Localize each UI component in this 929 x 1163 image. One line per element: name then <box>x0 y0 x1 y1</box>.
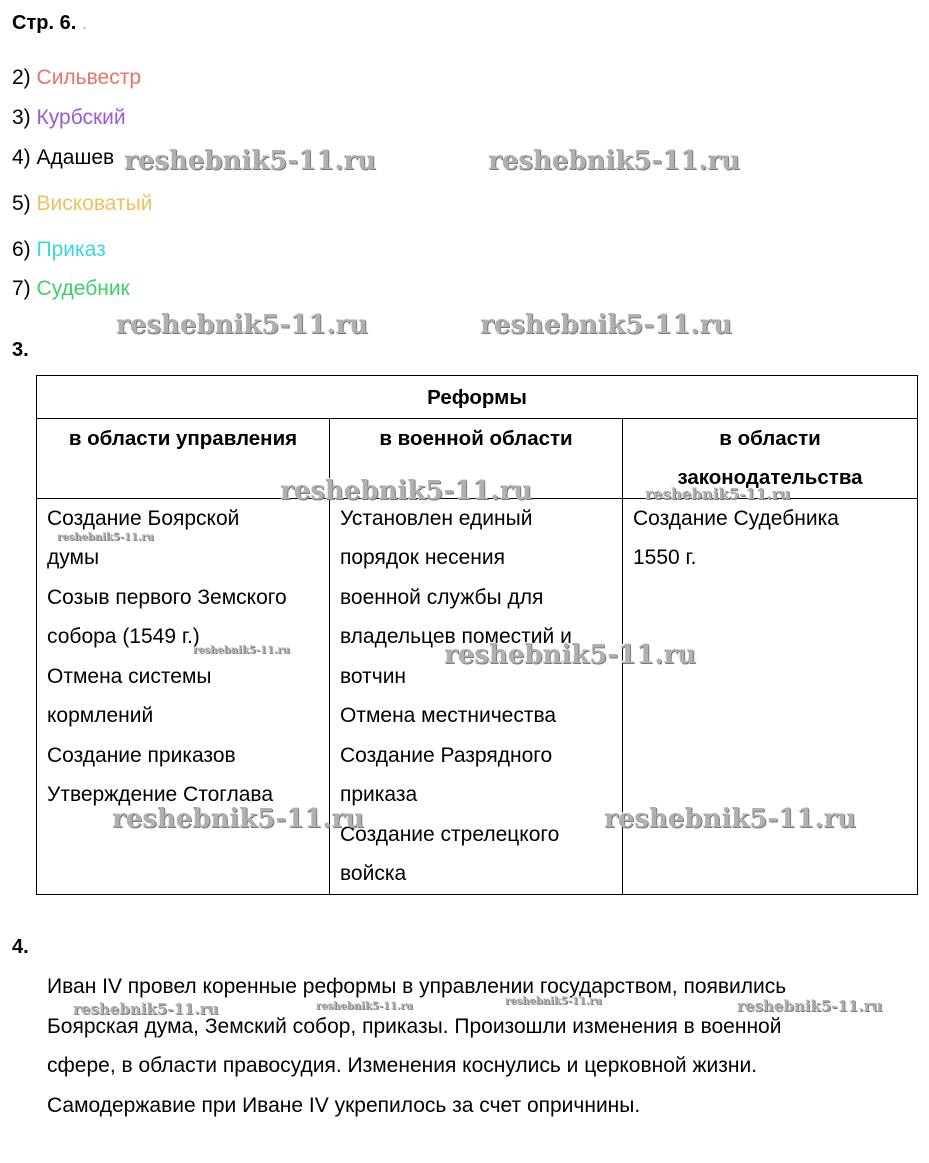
column-header: в военной области <box>330 418 623 498</box>
cell-line: собора (1549 г.) <box>47 625 200 648</box>
cell-line: вотчин <box>340 664 407 688</box>
cell-line: Установлен единый <box>340 506 533 530</box>
list-item-text: Висковатый <box>36 192 153 215</box>
list-item-text: Адашев <box>36 146 115 169</box>
cell-line: порядок несения <box>340 546 505 569</box>
table-title: Реформы <box>37 376 918 419</box>
watermark: reshebnik5-11.ru <box>57 532 154 543</box>
cell-line: владельцев поместий и <box>340 625 572 648</box>
cell-line: Создание Разрядного <box>340 743 553 767</box>
watermark: reshebnik5-11.ru <box>505 996 602 1007</box>
page-label: Стр. 6. . <box>12 12 88 34</box>
list-item: 3) Курбский <box>12 106 126 129</box>
cell-line: Отмена местничества <box>340 704 557 727</box>
list-item: 4) Адашев <box>12 146 115 169</box>
watermark: reshebnik5-11.ru <box>124 146 377 176</box>
watermark: reshebnik5-11.ru <box>480 310 733 340</box>
cell-line: Создание Боярской <box>47 506 240 530</box>
watermark: reshebnik5-11.ru <box>444 640 697 670</box>
section-4-label: 4. <box>12 936 29 958</box>
watermark: reshebnik5-11.ru <box>645 485 791 503</box>
watermark: reshebnik5-11.ru <box>193 645 290 656</box>
cell-line: Создание Судебника <box>633 506 839 530</box>
list-item-text: Приказ <box>36 238 106 261</box>
list-item: 2) Сильвестр <box>12 66 142 89</box>
table-cell-military <box>330 498 623 894</box>
cell-line: Создание приказов <box>47 743 236 767</box>
watermark: reshebnik5-11.ru <box>316 1001 413 1012</box>
table-cell-law <box>623 498 918 894</box>
cell-line: войска <box>340 862 407 885</box>
list-item: 7) Судебник <box>12 277 130 300</box>
watermark: reshebnik5-11.ru <box>73 1000 219 1018</box>
answer-paragraph <box>47 967 907 1125</box>
watermark: reshebnik5-11.ru <box>737 997 883 1015</box>
section-3-label: 3. <box>12 339 29 361</box>
list-item-text: Курбский <box>36 106 126 129</box>
column-header: в области законодательства <box>623 418 918 498</box>
cell-line: Утверждение Стоглава <box>47 783 274 806</box>
list-item-text: Судебник <box>36 277 130 300</box>
cell-line: думы <box>47 546 100 569</box>
watermark: reshebnik5-11.ru <box>604 804 857 834</box>
list-item-text: Сильвестр <box>36 66 142 89</box>
cell-line: военной службы для <box>340 585 544 609</box>
cell-line: Созыв первого Земского <box>47 585 287 609</box>
column-header: в области управления <box>37 418 330 498</box>
list-item: 5) Висковатый <box>12 192 153 215</box>
watermark: reshebnik5-11.ru <box>280 476 533 506</box>
cell-line: 1550 г. <box>633 546 697 569</box>
paragraph-line: сфере, в области правосудия. Изменения коснулись и церковной жизни. <box>47 1054 758 1077</box>
watermark: reshebnik5-11.ru <box>112 804 365 834</box>
cell-line: Отмена системы <box>47 664 212 688</box>
list-item: 6) Приказ <box>12 238 106 261</box>
cell-line: Создание стрелецкого <box>340 822 560 846</box>
paragraph-line: Самодержавие при Иване IV укрепилось за счет опричнины. <box>47 1093 641 1117</box>
cell-line: кормлений <box>47 704 154 727</box>
paragraph-line: Иван IV провел коренные реформы в управлении государством, появились <box>47 975 787 998</box>
watermark: reshebnik5-11.ru <box>116 310 369 340</box>
cell-line: приказа <box>340 783 418 806</box>
table-cell-governance <box>37 498 330 894</box>
watermark: reshebnik5-11.ru <box>488 146 741 176</box>
paragraph-line: Боярская дума, Земский собор, приказы. Произошли изменения в военной <box>47 1014 782 1038</box>
